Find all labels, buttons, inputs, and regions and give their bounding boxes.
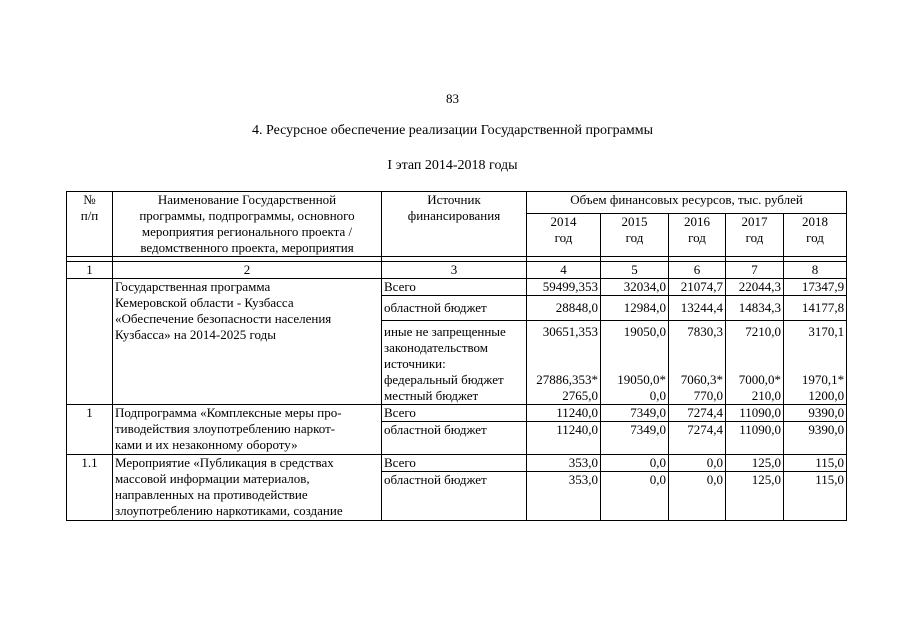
value-cell: 115,0 <box>784 472 847 521</box>
column-number: 5 <box>601 262 669 279</box>
header-name-line: ведомственного проекта, мероприятия <box>140 240 354 255</box>
header-year-cell <box>726 214 784 257</box>
header-year-cell <box>784 214 847 257</box>
value-cell: 353,0 <box>527 455 601 472</box>
header-year-cell <box>601 214 669 257</box>
name-line: ками и их незаконному обороту» <box>115 437 298 452</box>
value-line <box>671 340 723 356</box>
year-label: 2015 <box>621 214 648 230</box>
value-cell: 11240,0 <box>527 422 601 455</box>
value-cell: 7349,0 <box>601 405 669 422</box>
value-line <box>786 356 844 372</box>
value-cell <box>784 321 847 405</box>
header-num-line: п/п <box>80 208 99 223</box>
row-number: 1 <box>67 405 113 455</box>
value-line: 30651,353 <box>542 324 598 339</box>
name-line: «Обеспечение безопасности населения <box>115 311 332 326</box>
value-line: 2765,0 <box>562 388 598 403</box>
value-cell: 0,0 <box>601 455 669 472</box>
subprogram-name <box>113 405 382 455</box>
value-line <box>529 356 598 372</box>
value-line <box>603 340 666 356</box>
column-number: 7 <box>726 262 784 279</box>
source-cell: областной бюджет <box>382 422 527 455</box>
source-cell: Всего <box>382 279 527 296</box>
subprogram-row-total <box>67 405 847 422</box>
column-number: 1 <box>67 262 113 279</box>
value-line <box>728 356 781 372</box>
value-line: 1970,1* <box>801 372 845 387</box>
value-line <box>786 340 844 356</box>
value-line: 7000,0* <box>738 372 781 387</box>
document-subtitle: I этап 2014-2018 годы <box>387 158 518 173</box>
header-year-cell <box>527 214 601 257</box>
name-line: массовой информации материалов, <box>115 471 310 486</box>
header-name-line: Наименование Государственной <box>157 192 337 207</box>
program-name <box>113 279 382 405</box>
value-cell <box>601 321 669 405</box>
name-line: Мероприятие «Публикация в средствах <box>115 455 334 470</box>
value-cell: 14834,3 <box>726 296 784 321</box>
header-source-cell <box>382 192 527 257</box>
value-cell <box>527 321 601 405</box>
header-year-cell <box>669 214 726 257</box>
value-cell: 11090,0 <box>726 405 784 422</box>
value-cell: 0,0 <box>669 455 726 472</box>
program-row-total <box>67 279 847 296</box>
column-number: 2 <box>113 262 382 279</box>
column-number: 8 <box>784 262 847 279</box>
source-line: местный бюджет <box>384 388 479 403</box>
year-unit: год <box>554 230 573 246</box>
year-label: 2018 <box>802 214 829 230</box>
year-label: 2014 <box>550 214 577 230</box>
value-cell: 7349,0 <box>601 422 669 455</box>
value-cell: 12984,0 <box>601 296 669 321</box>
value-line <box>728 340 781 356</box>
value-cell: 21074,7 <box>669 279 726 296</box>
value-cell: 11240,0 <box>527 405 601 422</box>
value-cell: 11090,0 <box>726 422 784 455</box>
source-cell <box>382 321 527 405</box>
row-number <box>67 279 113 405</box>
value-line: 1200,0 <box>808 388 845 403</box>
value-cell: 17347,9 <box>784 279 847 296</box>
year-unit: год <box>806 230 824 246</box>
source-line: федеральный бюджет <box>384 372 504 387</box>
header-source-line: финансирования <box>407 208 501 223</box>
value-cell: 7274,4 <box>669 405 726 422</box>
value-cell: 125,0 <box>726 472 784 521</box>
name-line: Кузбасса» на 2014-2025 годы <box>115 327 276 342</box>
resource-table <box>66 191 847 521</box>
value-line: 7060,3* <box>680 372 723 387</box>
source-cell: Всего <box>382 455 527 472</box>
header-name-line: мероприятия регионального проекта / <box>141 224 353 239</box>
name-line: Кемеровской области - Кузбасса <box>115 295 294 310</box>
source-cell: областной бюджет <box>382 296 527 321</box>
header-name-line: программы, подпрограммы, основного <box>139 208 355 223</box>
source-line: источники: <box>384 356 446 371</box>
source-cell: Всего <box>382 405 527 422</box>
name-line: Государственная программа <box>115 279 271 294</box>
column-number: 3 <box>382 262 527 279</box>
source-line: иные не запрещенные <box>384 324 506 339</box>
value-cell: 32034,0 <box>601 279 669 296</box>
value-line: 19050,0* <box>617 372 666 387</box>
column-number: 6 <box>669 262 726 279</box>
value-cell: 9390,0 <box>784 405 847 422</box>
value-cell <box>669 321 726 405</box>
header-name-cell <box>113 192 382 257</box>
value-cell: 9390,0 <box>784 422 847 455</box>
year-label: 2017 <box>741 214 768 230</box>
header-source-line: Источник <box>427 192 481 207</box>
value-line <box>529 340 598 356</box>
row-number: 1.1 <box>67 455 113 521</box>
value-line: 19050,0 <box>623 324 666 339</box>
value-cell <box>726 321 784 405</box>
column-number: 4 <box>527 262 601 279</box>
measure-row-total <box>67 455 847 472</box>
name-line: направленных на противодействие <box>115 487 308 502</box>
value-cell: 59499,353 <box>527 279 601 296</box>
header-row-1 <box>67 192 847 214</box>
value-cell: 0,0 <box>601 472 669 521</box>
measure-name <box>113 455 382 521</box>
value-cell: 0,0 <box>669 472 726 521</box>
value-cell: 28848,0 <box>527 296 601 321</box>
value-line: 210,0 <box>751 388 781 403</box>
name-line: злоупотреблению наркотиками, создание <box>115 503 343 518</box>
value-line: 0,0 <box>649 388 666 403</box>
value-cell: 13244,4 <box>669 296 726 321</box>
source-line: законодательством <box>384 340 489 355</box>
value-line <box>671 356 723 372</box>
value-line: 7210,0 <box>745 324 781 339</box>
value-cell: 7274,4 <box>669 422 726 455</box>
page-number: 83 <box>446 91 459 106</box>
value-cell: 14177,8 <box>784 296 847 321</box>
header-volume-cell: Объем финансовых ресурсов, тыс. рублей <box>527 192 847 214</box>
value-line: 27886,353* <box>536 372 598 387</box>
value-line: 770,0 <box>693 388 723 403</box>
header-num-cell <box>67 192 113 257</box>
year-unit: год <box>625 230 644 246</box>
year-unit: год <box>688 230 706 246</box>
year-label: 2016 <box>684 214 710 230</box>
value-cell: 22044,3 <box>726 279 784 296</box>
value-cell: 353,0 <box>527 472 601 521</box>
value-cell: 125,0 <box>726 455 784 472</box>
value-cell: 115,0 <box>784 455 847 472</box>
value-line <box>603 356 666 372</box>
header-num-line: № <box>83 192 96 207</box>
name-line: тиводействия злоупотреблению наркот- <box>115 421 336 436</box>
year-unit: год <box>745 230 764 246</box>
value-line: 7830,3 <box>687 324 723 339</box>
name-line: Подпрограмма «Комплексные меры про- <box>115 405 342 420</box>
source-cell: областной бюджет <box>382 472 527 521</box>
column-number-row <box>67 262 847 279</box>
value-line: 3170,1 <box>808 324 845 339</box>
document-title: 4. Ресурсное обеспечение реализации Государственной программы <box>251 123 654 138</box>
